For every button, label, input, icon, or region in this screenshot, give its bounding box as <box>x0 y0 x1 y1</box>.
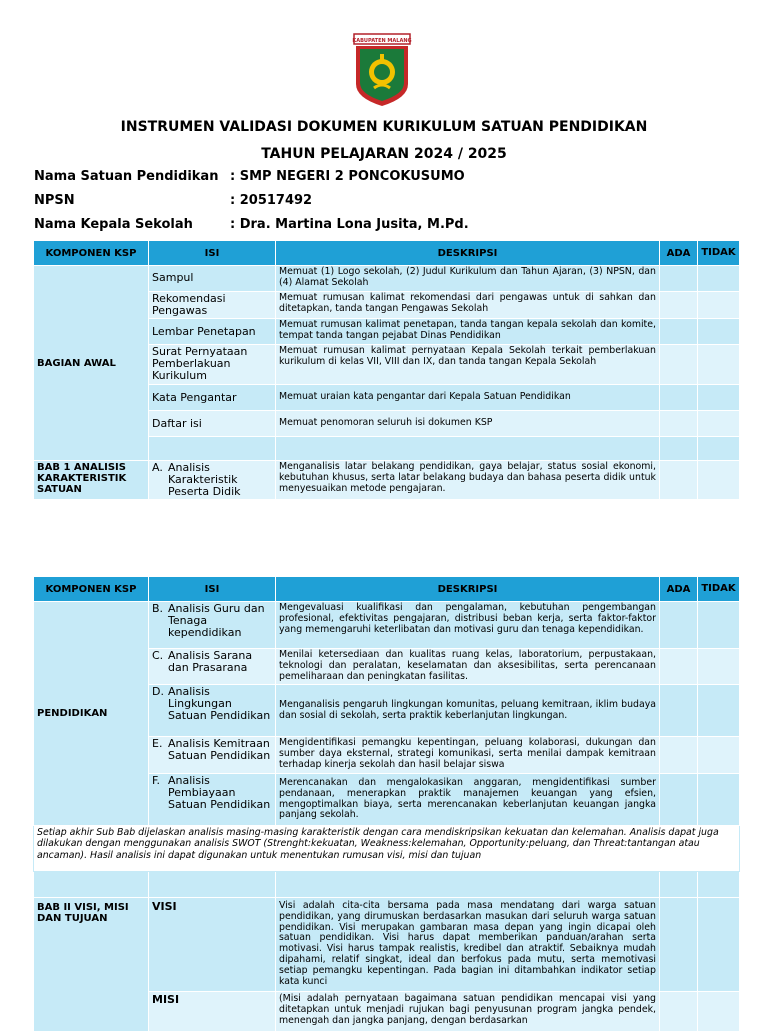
ada-checkbox-cell[interactable] <box>660 345 698 385</box>
meta-value: : 20517492 <box>230 193 313 208</box>
document-title: INSTRUMEN VALIDASI DOKUMEN KURIKULUM SATUAN PENDIDIKAN <box>120 119 648 135</box>
desc-cell: Memuat rumusan kalimat pernyataan Kepala Sekolah terkait pemberlakuan kurikulum di kelas VII, VIII dan IX, dan tanda tangan Kepala Sekolah <box>276 345 660 385</box>
isi-cell: Rekomendasi Pengawas <box>149 292 276 319</box>
section-bab2: BAB II VISI, MISI DAN TUJUAN <box>34 898 149 1032</box>
item-letter: A. <box>152 461 163 475</box>
tidak-checkbox-cell[interactable] <box>698 774 740 826</box>
misi-desc: (Misi adalah pernyataan bagaimana satuan pendidikan mencapai visi yang ditetapkan untuk menjadi rujukan bagi penyusunan program jangka pendek, menengah dan jangka panjang, dengan berdasarkan <box>276 992 660 1032</box>
emblem-banner-text: KABUPATEN MALANG <box>352 38 412 44</box>
isi-cell: Sampul <box>149 266 276 292</box>
item-letter: C. <box>152 649 164 662</box>
ada-checkbox-cell[interactable] <box>660 385 698 411</box>
visi-label: VISI <box>149 898 276 992</box>
isi-cell: Daftar isi <box>149 411 276 437</box>
isi-cell <box>149 737 276 774</box>
kabupaten-malang-emblem-icon <box>352 32 412 108</box>
tidak-checkbox-cell[interactable] <box>698 345 740 385</box>
tidak-checkbox-cell[interactable] <box>698 385 740 411</box>
header-isi: ISI <box>149 577 276 602</box>
ada-checkbox-cell[interactable] <box>660 992 698 1032</box>
visi-desc: Visi adalah cita-cita bersama pada masa mendatang dari warga satuan pendidikan, yang dirumuskan berdasarkan masukan dari seluruh warga satuan pendidikan. Visi merupakan gambaran masa depan yang ingin dicapai oleh satuan pendidikan. Visi harus dapat memberikan panduan/arahan serta motivasi. Visi harus tampak realistis, kredibel dan atraktif. Sebaiknya mudah dipahami, relatif singkat, ideal dan berfokus pada mutu, serta memotivasi setiap pemangku kepentingan. Pada bagian ini ditambahkan indikator setiap kata kunci <box>276 898 660 992</box>
ada-checkbox-cell[interactable] <box>660 266 698 292</box>
isi-cell: Kata Pengantar <box>149 385 276 411</box>
table-row-blank <box>34 872 740 898</box>
item-letter: D. <box>152 685 164 698</box>
desc-cell: Mengidentifikasi pemangku kepentingan, peluang kolaborasi, dukungan dan sumber daya eksternal, strategi komunikasi, serta menilai dampak kemitraan terhadap kinerja sekolah dan hasil belajar siswa <box>276 737 660 774</box>
ada-checkbox-cell[interactable] <box>660 461 698 500</box>
item-label: Analisis Karakteristik Peserta Didik <box>168 461 241 499</box>
tidak-checkbox-cell[interactable] <box>698 898 740 992</box>
item-letter: F. <box>152 774 161 787</box>
item-letter: E. <box>152 737 163 750</box>
ada-checkbox-cell[interactable] <box>660 292 698 319</box>
desc-cell: Memuat (1) Logo sekolah, (2) Judul Kurikulum dan Tahun Ajaran, (3) NPSN, dan (4) Alamat Sekolah <box>276 266 660 292</box>
item-label: Analisis Sarana dan Prasarana <box>168 649 253 675</box>
meta-label: Nama Satuan Pendidikan <box>34 169 219 184</box>
isi-cell <box>149 685 276 737</box>
item-label: Analisis Lingkungan Satuan Pendidikan <box>168 685 271 723</box>
meta-label: NPSN <box>34 193 75 208</box>
isi-cell <box>149 602 276 649</box>
tidak-checkbox-cell[interactable] <box>698 685 740 737</box>
header-tidak: TIDAK <box>698 577 740 602</box>
swot-note: Setiap akhir Sub Bab dijelaskan analisis masing-masing karakteristik dengan cara mendiskripsikan kekuatan dan kelemahan. Analisis dapat juga dilakukan dengan menggunakan analisis SWOT (Strenght:kekuatan, Weakness:kelemahan, Opportunity:peluang, dan Threat:tantangan atau ancaman). Hasil analisis ini dapat digunakan untuk menentukan rumusan visi, misi dan tujuan <box>34 826 740 872</box>
header-ada: ADA <box>660 241 698 266</box>
table-row <box>34 266 740 292</box>
ada-checkbox-cell[interactable] <box>660 898 698 992</box>
validation-table-2 <box>33 576 740 1032</box>
header-tidak: TIDAK <box>698 241 740 266</box>
tidak-checkbox-cell[interactable] <box>698 319 740 345</box>
section-bab1: BAB 1 ANALISIS KARAKTERISTIK SATUAN <box>34 461 149 500</box>
tidak-checkbox-cell[interactable] <box>698 992 740 1032</box>
desc-cell: Merencanakan dan mengalokasikan anggaran, mengidentifikasi sumber pendanaan, menerapkan praktik manajemen keuangan yang efsien, mengoptimalkan biaya, serta merencanakan keberlanjutan keuangan jangka panjang sekolah. <box>276 774 660 826</box>
validation-table-1 <box>33 240 740 500</box>
tidak-checkbox-cell[interactable] <box>698 461 740 500</box>
table-row <box>34 602 740 649</box>
ada-checkbox-cell[interactable] <box>660 319 698 345</box>
table-row <box>34 898 740 992</box>
misi-label: MISI <box>149 992 276 1032</box>
header-komponen: KOMPONEN KSP <box>34 577 149 602</box>
desc-cell: Memuat rumusan kalimat penetapan, tanda tangan kepala sekolah dan komite, tempat tanda tangan pejabat Dinas Pendidikan <box>276 319 660 345</box>
meta-value: : SMP NEGERI 2 PONCOKUSUMO <box>230 169 465 184</box>
meta-label: Nama Kepala Sekolah <box>34 217 193 232</box>
item-label: Analisis Guru dan Tenaga kependidikan <box>168 602 265 640</box>
item-label: Analisis Kemitraan Satuan Pendidikan <box>168 737 271 763</box>
tidak-checkbox-cell[interactable] <box>698 411 740 437</box>
document-subtitle: TAHUN PELAJARAN 2024 / 2025 <box>261 146 507 162</box>
item-label: Analisis Pembiayaan Satuan Pendidikan <box>168 774 271 812</box>
section-bagian-awal: BAGIAN AWAL <box>34 266 149 461</box>
header-deskripsi: DESKRIPSI <box>276 241 660 266</box>
header-deskripsi: DESKRIPSI <box>276 577 660 602</box>
section-pendidikan: PENDIDIKAN <box>34 602 149 826</box>
desc-cell: Memuat penomoran seluruh isi dokumen KSP <box>276 411 660 437</box>
note-row <box>34 826 740 872</box>
item-letter: B. <box>152 602 164 615</box>
header-isi: ISI <box>149 241 276 266</box>
table-header-row <box>34 577 740 602</box>
tidak-checkbox-cell[interactable] <box>698 737 740 774</box>
tidak-checkbox-cell[interactable] <box>698 292 740 319</box>
tidak-checkbox-cell[interactable] <box>698 266 740 292</box>
isi-cell <box>149 461 276 500</box>
desc-cell: Memuat rumusan kalimat rekomendasi dari pengawas untuk di sahkan dan ditetapkan, tanda tangan Pengawas Sekolah <box>276 292 660 319</box>
tidak-checkbox-cell[interactable] <box>698 649 740 685</box>
table-row <box>34 461 740 500</box>
desc-cell: Memuat uraian kata pengantar dari Kepala Satuan Pendidikan <box>276 385 660 411</box>
desc-cell: Menganalisis pengaruh lingkungan komunitas, peluang kemitraan, iklim budaya dan sosial di sekolah, serta praktik keberlanjutan lingkungan. <box>276 685 660 737</box>
isi-cell <box>149 649 276 685</box>
isi-cell: Surat Pernyataan Pemberlakuan Kurikulum <box>149 345 276 385</box>
desc-cell: Mengevaluasi kualifikasi dan pengalaman, kebutuhan pengembangan profesional, efektivitas pengajaran, distribusi beban kerja, serta faktor-faktor yang memengaruhi keterlibatan dan motivasi guru dan tenaga kependidikan. <box>276 602 660 649</box>
desc-cell: Menganalisis latar belakang pendidikan, gaya belajar, status sosial ekonomi, kebutuhan khusus, serta latar belakang budaya dan bahasa peserta didik untuk menyesuaikan metode pengajaran. <box>276 461 660 500</box>
ada-checkbox-cell[interactable] <box>660 411 698 437</box>
isi-cell: Lembar Penetapan <box>149 319 276 345</box>
desc-cell: Menilai ketersediaan dan kualitas ruang kelas, laboratorium, perpustakaan, teknologi dan peralatan, keselamatan dan aksesibilitas, serta perencanaan pemeliharaan dan peningkatan fasilitas. <box>276 649 660 685</box>
header-komponen: KOMPONEN KSP <box>34 241 149 266</box>
ada-checkbox-cell[interactable] <box>660 737 698 774</box>
tidak-checkbox-cell[interactable] <box>698 602 740 649</box>
ada-checkbox-cell[interactable] <box>660 685 698 737</box>
ada-checkbox-cell[interactable] <box>660 774 698 826</box>
header-ada: ADA <box>660 577 698 602</box>
table-header-row <box>34 241 740 266</box>
ada-checkbox-cell[interactable] <box>660 649 698 685</box>
ada-checkbox-cell[interactable] <box>660 602 698 649</box>
meta-value: : Dra. Martina Lona Jusita, M.Pd. <box>230 217 469 232</box>
isi-cell <box>149 774 276 826</box>
